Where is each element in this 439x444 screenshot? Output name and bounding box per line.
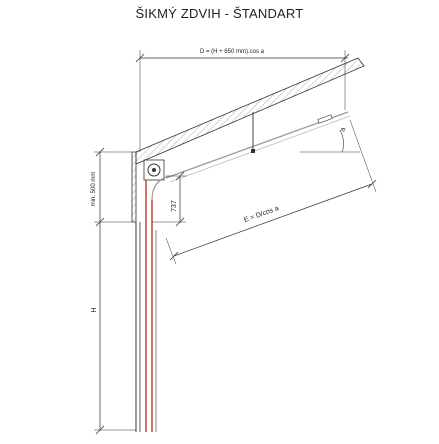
angle-label: a xyxy=(339,126,348,133)
angle-arc xyxy=(340,130,344,152)
wall-header xyxy=(132,152,136,222)
drawing-title: ŠIKMÝ ZDVIH - ŠTANDART xyxy=(135,6,304,21)
dim-e-label: E = D/cos a xyxy=(243,205,280,225)
dim-min500-label: min. 500 mm xyxy=(91,171,97,207)
hanger-bracket xyxy=(251,149,255,153)
dim-e-ext-right xyxy=(350,120,376,192)
dim-d-label: D = (H + 650 mm).cos a xyxy=(199,49,265,55)
dim-e-line xyxy=(174,184,372,256)
track-end-stop xyxy=(318,115,333,124)
dim-e-ext-left xyxy=(166,238,176,264)
dim-h-label: H xyxy=(91,307,98,313)
roller-axle xyxy=(152,168,156,172)
dim-737-label: 737 xyxy=(171,200,178,212)
